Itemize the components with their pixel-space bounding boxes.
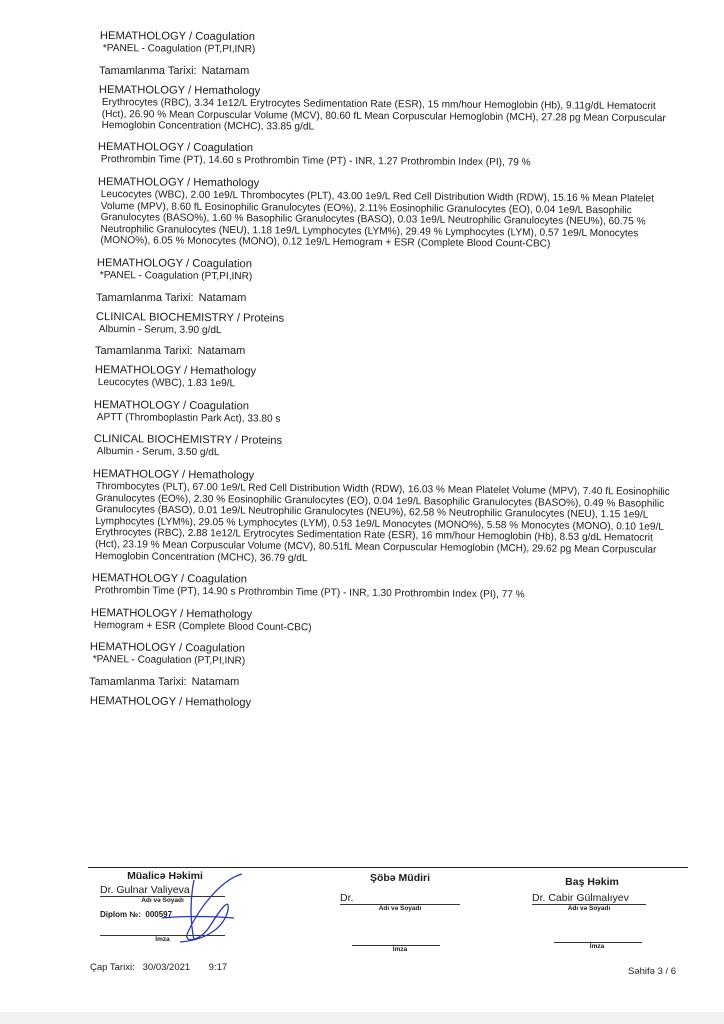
result-section bbox=[92, 468, 685, 568]
treating-physician-title: Müalicə Həkimi bbox=[127, 870, 203, 882]
section-results: Hemogram + ESR (Complete Blood Count-CBC) bbox=[93, 619, 312, 634]
section-heading: HEMATHOLOGY / Coagulation bbox=[93, 398, 250, 413]
section-heading: HEMATHOLOGY / Hemathology bbox=[92, 467, 255, 482]
section-results: Leucocytes (WBC), 2.00 1e9/L Thrombocytes (PLT), 43.00 1e9/L Red Cell Distribution Width (RDW), 15.16 % Mean Platelet Volume (MPV), 8.60 fL Eosinophilic Granulocytes (EO%), 2.11% Eosinophilic Granulocytes (EO), 0.04 1e9/L Basophilic Granulocytes (BASO%), 1.60 % Basophilic Granulocytes (BASO), 0.03 1e9/L Neutrophilic Granulocytes (NEU%), 60.75 % Neutrophilic Granulocytes (NEU), 1.18 1e9/L Lymphocytes (LYM%), 29.49 % Lymphocytes (LYM), 0.57 1e9/L Monocytes (MONO%), 6.05 % Monocytes (MONO), 0.12 1e9/L Hemogram + ESR (Complete Blood Count-CBC) bbox=[100, 188, 654, 250]
section-results: Prothrombin Time (PT), 14.60 s Prothrombin Time (PT) - INR, 1.27 Prothrombin Index (PI), 79 % bbox=[100, 154, 531, 169]
department-head-name: Dr. bbox=[340, 892, 354, 904]
signature-caption: İmza bbox=[589, 943, 605, 950]
result-section bbox=[90, 695, 685, 715]
section-heading: CLINICAL BIOCHEMISTRY / Proteins bbox=[95, 310, 285, 325]
department-head-title: Şöbə Müdiri bbox=[369, 872, 431, 884]
section-heading: HEMATHOLOGY / Coagulation bbox=[96, 256, 253, 271]
section-heading: HEMATHOLOGY / Coagulation bbox=[99, 30, 256, 44]
chief-physician-title: Baş Həkim bbox=[565, 876, 619, 888]
name-caption: Adı və Soyadı bbox=[378, 905, 422, 912]
diploma-number: Diplom №: 000597 bbox=[100, 910, 173, 919]
footer-rule bbox=[88, 867, 688, 868]
completion-date-row: Tamamlanma Tarixi: Natamam bbox=[89, 675, 240, 688]
section-results: *PANEL - Coagulation (PT,PI,INR) bbox=[92, 654, 246, 667]
result-section bbox=[95, 364, 685, 394]
signature-caption: İmza bbox=[392, 946, 408, 953]
section-heading: HEMATHOLOGY / Hemathology bbox=[89, 694, 252, 709]
section-heading: HEMATHOLOGY / Hemathology bbox=[98, 83, 261, 97]
result-section bbox=[92, 572, 685, 603]
result-section bbox=[94, 433, 685, 463]
section-heading: HEMATHOLOGY / Hemathology bbox=[97, 175, 260, 190]
section-results: APTT (Thromboplastin Park Act), 33.80 s bbox=[96, 411, 281, 425]
section-results: Albumin - Serum, 3.50 g/dL bbox=[96, 446, 220, 459]
section-results: Thrombocytes (PLT), 67.00 1e9/L Red Cell Distribution Width (RDW), 16.03 % Mean Platelet Volume (MPV), 7.40 fL Eosinophilic Granulocytes (EO%), 2.30 % Eosinophilic Granulocytes (EO), 0.04 1e9/L Basophilic Granulocytes (BASO%), 0.49 % Basophilic Granulocytes (BASO), 0.01 1e9/L Neutrophilic Granulocytes (NEU%), 62.58 % Neutrophilic Granulocytes (NEU), 1.15 1e9/L Lymphocytes (LYM%), 29.05 % Lymphocytes (LYM), 0.53 1e9/L Monocytes (MONO%), 5.58 % Monocytes (MONO), 0.10 1e9/L Erythrocytes (RBC), 2.88 1e12/L Erytrocytes Sedimentation Rate (ESR), 16 mm/hour Hemoglobin (Hb), 8.53 g/dL Hematocrit (Hct), 23.19 % Mean Corpuscular Volume (MCV), 80.51fL Mean Corpuscular Hemoglobin (MCH), 29.62 pg Mean Corpuscular Hemoglobin Concentration (MCHC), 36.79 g/dL bbox=[95, 480, 670, 564]
section-results: Albumin - Serum, 3.90 g/dL bbox=[98, 323, 222, 336]
print-date: Çap Tarixi: 30/03/2021 9:17 bbox=[90, 962, 228, 973]
section-heading: HEMATHOLOGY / Coagulation bbox=[97, 141, 254, 155]
result-section bbox=[96, 311, 685, 341]
name-caption: Adı və Soyadı bbox=[567, 905, 611, 912]
section-results: *PANEL - Coagulation (PT,PI,INR) bbox=[102, 43, 256, 56]
section-results: Erythrocytes (RBC), 3.34 1e12/L Erytrocytes Sedimentation Rate (ESR), 15 mm/hour Hemoglobin (Hb), 9.11g/dL Hematocrit (Hct), 26.90 % Mean Corpuscular Volume (MCV), 80.60 fL Mean Corpuscular Hemoglobin (MCH), 27.28 pg Mean Corpuscular Hemoglobin Concentration (MCHC), 33.85 g/dL bbox=[101, 96, 666, 133]
section-results: *PANEL - Coagulation (PT,PI,INR) bbox=[99, 269, 253, 283]
section-heading: HEMATHOLOGY / Hemathology bbox=[90, 606, 253, 621]
result-section bbox=[91, 607, 685, 638]
completion-date-row: Tamamlanma Tarixi: Natamam bbox=[95, 345, 246, 358]
result-section bbox=[90, 641, 685, 672]
result-section bbox=[99, 84, 685, 136]
section-heading: HEMATHOLOGY / Coagulation bbox=[89, 641, 246, 655]
result-section bbox=[97, 176, 685, 252]
section-results: Leucocytes (WBC), 1.83 1e9/L bbox=[97, 377, 236, 390]
completion-date-row: Tamamlanma Tarixi: Natamam bbox=[96, 291, 247, 304]
signature-caption: İmza bbox=[155, 936, 170, 943]
section-heading: HEMATHOLOGY / Hemathology bbox=[94, 364, 257, 378]
chief-physician-block bbox=[532, 876, 652, 950]
section-heading: CLINICAL BIOCHEMISTRY / Proteins bbox=[93, 433, 283, 448]
signature-scribble bbox=[150, 870, 250, 950]
section-results: Prothrombin Time (PT), 14.90 s Prothrombin Time (PT) - INR, 1.30 Prothrombin Index (PI), 77 % bbox=[94, 585, 525, 601]
result-section bbox=[98, 141, 685, 170]
name-caption: Adı və Soyadı bbox=[141, 897, 184, 904]
result-section bbox=[97, 257, 685, 287]
page-number: Səhifə 3 / 6 bbox=[628, 966, 677, 977]
chief-physician-name: Dr. Cabir Gülmalıyev bbox=[532, 892, 629, 904]
result-section bbox=[100, 30, 685, 59]
completion-date-row: Tamamlanma Tarixi: Natamam bbox=[99, 64, 250, 77]
scan-edge bbox=[0, 1012, 724, 1024]
department-head-block bbox=[340, 872, 460, 953]
section-heading: HEMATHOLOGY / Coagulation bbox=[91, 572, 248, 586]
lab-results-list bbox=[0, 30, 724, 718]
result-section bbox=[94, 399, 685, 429]
treating-physician-name: Dr. Gulnar Valiyeva bbox=[100, 884, 190, 896]
